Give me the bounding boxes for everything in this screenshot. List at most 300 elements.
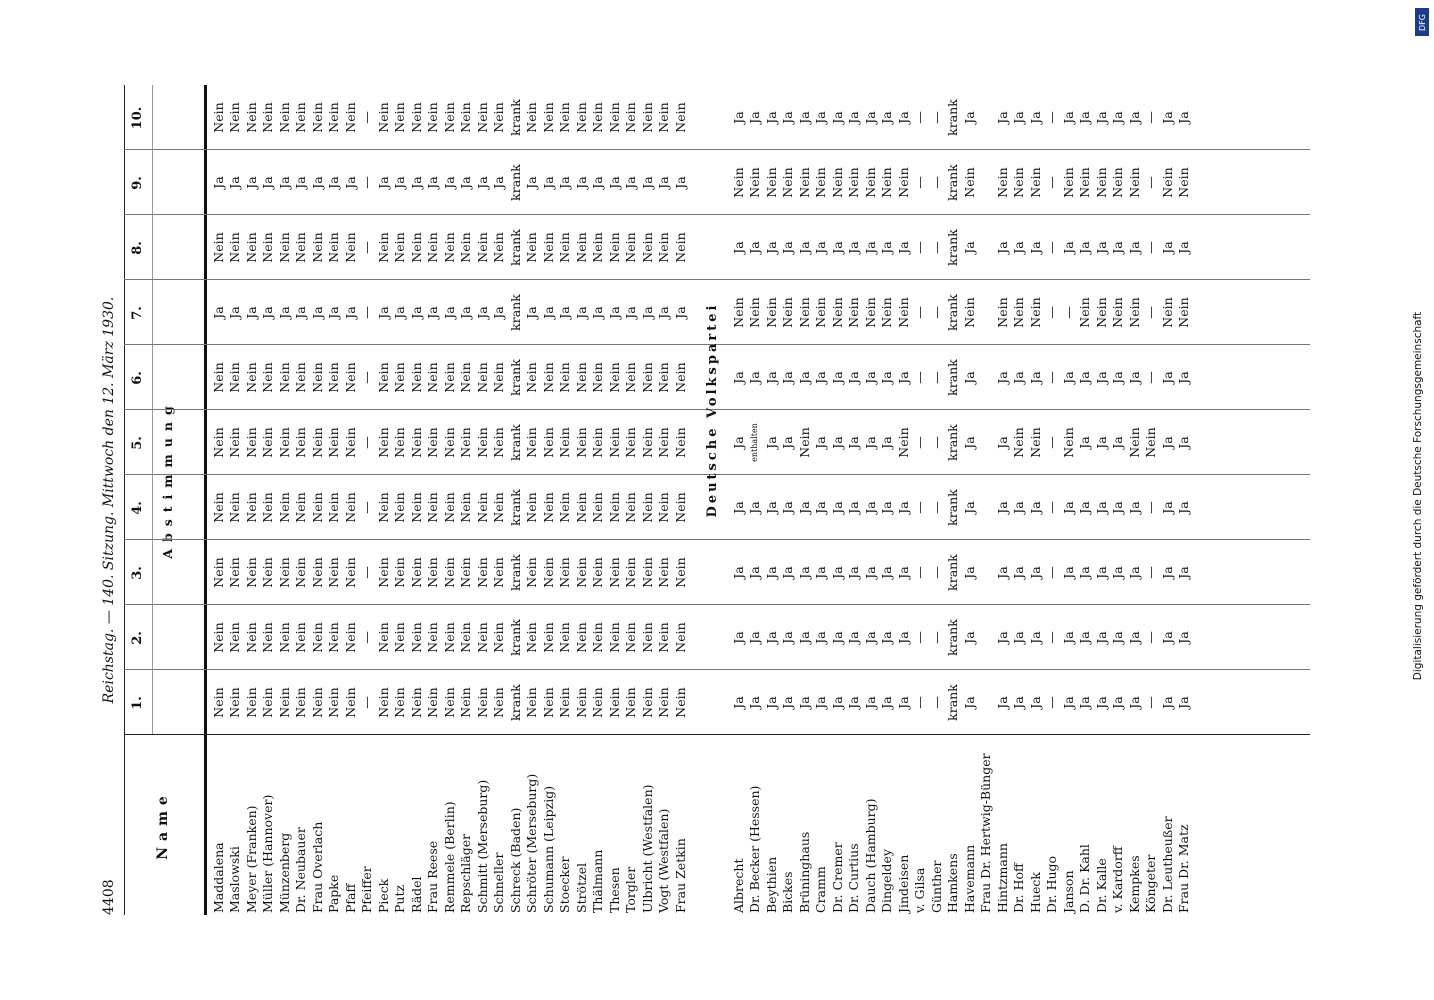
table-row — [524, 85, 541, 915]
vote-cell: Ja — [895, 631, 911, 644]
member-name — [244, 735, 259, 915]
member-name-text: Stoecker — [557, 856, 573, 913]
vote-cell: — — [1044, 696, 1060, 709]
member-name-text: Hamkens — [945, 853, 961, 913]
vote-cell: Ja — [639, 176, 655, 189]
table-row — [1143, 85, 1160, 915]
vote-cell: Nein — [375, 557, 391, 588]
vote-cell: Ja — [895, 696, 911, 709]
vote-cell: Nein — [862, 297, 878, 328]
vote-cell: Nein — [309, 492, 325, 523]
vote-cell: Nein — [623, 687, 639, 718]
vote-cell: Ja — [1126, 371, 1142, 384]
vote-cell: — — [928, 306, 944, 319]
column-number-1: 1. — [130, 696, 145, 710]
vote-cell: Ja — [895, 371, 911, 384]
vote-cell: Ja — [747, 111, 763, 124]
vote-cell: Ja — [1159, 566, 1175, 579]
vote-cell: Ja — [243, 176, 259, 189]
vote-cell: Ja — [1093, 111, 1109, 124]
vote-cell: Ja — [813, 436, 829, 449]
table-row — [780, 85, 797, 915]
vote-cell: Nein — [227, 232, 243, 263]
member-name-text: Schröter (Merseburg) — [524, 773, 540, 913]
vote-cell: krank — [945, 684, 961, 721]
member-name-text: Müller (Hannover) — [260, 794, 276, 913]
vote-cell: — — [1044, 241, 1060, 254]
vote-cell: Ja — [491, 176, 507, 189]
vote-cell: Nein — [590, 687, 606, 718]
table-row — [1110, 85, 1127, 915]
vote-cell: Ja — [1110, 696, 1126, 709]
vote-cell: Nein — [342, 687, 358, 718]
column-number-4: 4. — [130, 501, 145, 515]
vote-cell: — — [928, 176, 944, 189]
vote-cell: Nein — [540, 102, 556, 133]
member-name-text: Repschläger — [458, 833, 474, 913]
vote-cell: — — [1143, 631, 1159, 644]
vote-cell: krank — [507, 619, 523, 656]
vote-cell: — — [912, 501, 928, 514]
vote-cell: Ja — [763, 436, 779, 449]
vote-cell: Ja — [540, 306, 556, 319]
vote-cell: Ja — [491, 306, 507, 319]
member-name — [442, 735, 457, 915]
vote-cell: Ja — [1110, 241, 1126, 254]
member-name — [1110, 735, 1125, 915]
member-name — [392, 735, 407, 915]
table-row — [606, 85, 623, 915]
vote-cell: Nein — [243, 492, 259, 523]
vote-cell: Ja — [309, 306, 325, 319]
member-name — [995, 735, 1010, 915]
member-name-text: Thesen — [606, 867, 622, 913]
member-name-text: Schumann (Leipzig) — [540, 785, 556, 913]
vote-cell: Nein — [656, 232, 672, 263]
vote-cell: — — [1060, 306, 1076, 319]
column-number-8: 8. — [130, 241, 145, 255]
vote-cell: Ja — [590, 306, 606, 319]
vote-cell: Nein — [491, 492, 507, 523]
vote-cell: Ja — [730, 501, 746, 514]
vote-cell: Nein — [491, 102, 507, 133]
member-name — [574, 735, 589, 915]
table-row — [961, 85, 978, 915]
vote-cell: Ja — [879, 631, 895, 644]
vote-cell: Ja — [1011, 371, 1027, 384]
vote-cell: Ja — [1126, 501, 1142, 514]
member-name — [912, 735, 927, 915]
table-row — [326, 85, 343, 915]
member-name-text: Albrecht — [730, 858, 746, 913]
vote-cell: Ja — [1176, 501, 1192, 514]
member-name — [813, 735, 828, 915]
member-name-text: Günther — [928, 860, 944, 913]
table-row — [573, 85, 590, 915]
vote-cell: Ja — [1159, 631, 1175, 644]
column-number-2: 2. — [130, 631, 145, 645]
member-name-text: Frau Dr. Hertwig-Bünger — [978, 753, 994, 913]
member-name — [1028, 735, 1043, 915]
vote-cell: Nein — [524, 362, 540, 393]
vote-cell: Ja — [1093, 241, 1109, 254]
member-name-text: Beythien — [763, 856, 779, 913]
vote-cell: Nein — [672, 622, 688, 653]
vote-cell: Nein — [672, 362, 688, 393]
vote-cell: Ja — [293, 306, 309, 319]
vote-cell: Ja — [730, 111, 746, 124]
vote-cell: Ja — [846, 566, 862, 579]
vote-cell: Nein — [375, 492, 391, 523]
vote-cell: Nein — [557, 492, 573, 523]
vote-cell: Ja — [1060, 501, 1076, 514]
member-name — [1160, 735, 1175, 915]
vote-cell: Ja — [1077, 501, 1093, 514]
table-row — [747, 85, 764, 915]
vote-cell: krank — [945, 489, 961, 526]
member-name-text: Schneller — [491, 852, 507, 913]
vote-cell: krank — [507, 489, 523, 526]
vote-cell: Ja — [1110, 111, 1126, 124]
vote-cell: krank — [507, 229, 523, 266]
vote-cell: Nein — [326, 427, 342, 458]
vote-cell: Ja — [309, 176, 325, 189]
digitization-note — [1378, 0, 1434, 1000]
member-name-text: Janson — [1060, 870, 1076, 913]
scanned-page — [100, 85, 1310, 915]
section-2-rows — [730, 85, 1192, 915]
vote-cell: Ja — [961, 111, 977, 124]
vote-cell: — — [928, 566, 944, 579]
vote-cell: Ja — [862, 111, 878, 124]
vote-cell: Ja — [747, 371, 763, 384]
table-row — [243, 85, 260, 915]
vote-cell: Nein — [243, 102, 259, 133]
vote-cell: Nein — [623, 102, 639, 133]
vote-cell: Ja — [780, 436, 796, 449]
vote-cell: Ja — [796, 111, 812, 124]
vote-cell: krank — [507, 359, 523, 396]
vote-cell: Nein — [392, 622, 408, 653]
vote-cell: Ja — [895, 566, 911, 579]
vote-cell: Nein — [342, 622, 358, 653]
vote-cell: Nein — [846, 167, 862, 198]
vote-cell: Nein — [293, 362, 309, 393]
table-row — [441, 85, 458, 915]
vote-cell: Nein — [293, 492, 309, 523]
vote-cell: Ja — [730, 566, 746, 579]
member-name — [607, 735, 622, 915]
vote-cell: Ja — [1159, 111, 1175, 124]
vote-cell: krank — [507, 554, 523, 591]
vote-cell: Nein — [210, 362, 226, 393]
vote-cell: Nein — [227, 427, 243, 458]
member-name — [673, 735, 688, 915]
vote-cell: Nein — [540, 687, 556, 718]
member-name-text: Dr. Kalle — [1093, 858, 1109, 913]
vote-cell: Nein — [573, 557, 589, 588]
member-name-text: Dr. Neubauer — [293, 827, 309, 913]
vote-cell: Nein — [1093, 297, 1109, 328]
vote-cell: Nein — [639, 102, 655, 133]
vote-cell: Nein — [491, 362, 507, 393]
table-row — [1093, 85, 1110, 915]
vote-cell: Nein — [243, 362, 259, 393]
vote-cell: Ja — [672, 176, 688, 189]
vote-cell: Ja — [780, 371, 796, 384]
vote-cell: Ja — [573, 176, 589, 189]
vote-cell: Nein — [425, 492, 441, 523]
member-name-text: Thälmann — [590, 849, 606, 913]
vote-cell: Ja — [846, 371, 862, 384]
member-name-text: Hintzmann — [994, 843, 1010, 913]
vote-cell: krank — [945, 294, 961, 331]
vote-cell: Ja — [524, 176, 540, 189]
member-name-text: Dauch (Hamburg) — [862, 798, 878, 913]
vote-cell: Ja — [1077, 111, 1093, 124]
vote-cell: Nein — [474, 427, 490, 458]
vote-cell: Ja — [813, 241, 829, 254]
vote-cell: Ja — [1093, 696, 1109, 709]
vote-cell: Ja — [1126, 696, 1142, 709]
member-name-text: v. Gilsa — [912, 867, 928, 913]
vote-cell: krank — [507, 294, 523, 331]
member-name — [978, 735, 993, 915]
vote-cell: Ja — [829, 436, 845, 449]
member-name-text: Frau Overlach — [309, 821, 325, 913]
table-row — [1126, 85, 1143, 915]
page-header — [100, 85, 122, 915]
table-row — [227, 85, 244, 915]
vote-cell: Ja — [293, 176, 309, 189]
vote-cell: Nein — [375, 362, 391, 393]
member-name — [830, 735, 845, 915]
vote-cell: Ja — [392, 306, 408, 319]
vote-cell: Ja — [829, 371, 845, 384]
table-row — [491, 85, 508, 915]
member-name — [508, 735, 523, 915]
vote-cell: Ja — [780, 631, 796, 644]
vote-cell: Ja — [961, 371, 977, 384]
vote-cell: Nein — [243, 622, 259, 653]
member-name-text: Pfaff — [342, 883, 358, 913]
vote-cell: Ja — [796, 696, 812, 709]
vote-cell: Ja — [994, 696, 1010, 709]
member-name-text: v. Kardorff — [1110, 846, 1126, 913]
vote-cell: Nein — [763, 167, 779, 198]
vote-cell: Nein — [796, 167, 812, 198]
dfg-logo-text: DFG — [1417, 13, 1427, 31]
vote-cell: Nein — [879, 167, 895, 198]
vote-cell: Nein — [961, 167, 977, 198]
vote-cell: Nein — [326, 102, 342, 133]
vote-cell: Ja — [829, 501, 845, 514]
vote-cell: Nein — [747, 167, 763, 198]
vote-cell: Nein — [342, 427, 358, 458]
member-name — [1094, 735, 1109, 915]
vote-cell: Nein — [408, 427, 424, 458]
table-row — [309, 85, 326, 915]
member-name — [458, 735, 473, 915]
vote-cell: Ja — [994, 111, 1010, 124]
vote-cell: Nein — [309, 427, 325, 458]
vote-cell: Ja — [730, 436, 746, 449]
table-row — [829, 85, 846, 915]
member-name-text: Dr. Curtius — [846, 843, 862, 913]
vote-cell: Ja — [540, 176, 556, 189]
vote-cell: — — [912, 241, 928, 254]
vote-cell: Nein — [730, 167, 746, 198]
vote-cell: Ja — [763, 631, 779, 644]
vote-cell: Nein — [243, 232, 259, 263]
vote-cell: Nein — [474, 232, 490, 263]
vote-cell: — — [359, 111, 375, 124]
dfg-logo — [1415, 8, 1429, 36]
table-row — [590, 85, 607, 915]
vote-cell: Ja — [1077, 436, 1093, 449]
vote-cell: — — [1143, 371, 1159, 384]
vote-cell: Ja — [862, 436, 878, 449]
member-name — [326, 735, 341, 915]
vote-cell: Nein — [1011, 167, 1027, 198]
vote-cell: Ja — [375, 176, 391, 189]
vote-cell: Nein — [573, 687, 589, 718]
member-name — [310, 735, 325, 915]
member-name — [491, 735, 506, 915]
vote-cell: — — [1143, 176, 1159, 189]
table-row — [1159, 85, 1176, 915]
vote-cell: Nein — [309, 232, 325, 263]
member-name — [656, 735, 671, 915]
vote-cell: Nein — [441, 232, 457, 263]
table-row — [879, 85, 896, 915]
member-name — [227, 735, 242, 915]
vote-cell: Ja — [1110, 436, 1126, 449]
vote-cell: Nein — [540, 362, 556, 393]
vote-cell: Ja — [1060, 241, 1076, 254]
vote-cell: Nein — [606, 362, 622, 393]
vote-cell: — — [928, 501, 944, 514]
vote-cell: Nein — [227, 557, 243, 588]
vote-cell: Nein — [639, 622, 655, 653]
member-name — [359, 735, 374, 915]
member-name-text: Schreck (Baden) — [507, 807, 523, 913]
member-name — [541, 735, 556, 915]
vote-cell: Nein — [573, 102, 589, 133]
table-row — [796, 85, 813, 915]
vote-cell: — — [1143, 111, 1159, 124]
vote-cell: Nein — [392, 232, 408, 263]
vote-cell: Nein — [606, 232, 622, 263]
member-name — [945, 735, 960, 915]
vote-cell: Nein — [1077, 297, 1093, 328]
member-name-text: Dr. Hugo — [1044, 855, 1060, 913]
vote-cell: Nein — [829, 167, 845, 198]
column-number-3: 3. — [130, 566, 145, 580]
vote-cell: Nein — [458, 687, 474, 718]
vote-cell: Nein — [606, 622, 622, 653]
vote-cell: Nein — [441, 492, 457, 523]
vote-cell: Nein — [227, 622, 243, 653]
vote-cell: Nein — [1077, 167, 1093, 198]
vote-cell: Nein — [1110, 297, 1126, 328]
member-name — [747, 735, 762, 915]
vote-cell: Nein — [813, 167, 829, 198]
vote-cell: enthalten — [750, 423, 760, 462]
table-row — [1176, 85, 1193, 915]
vote-cell: Ja — [1027, 566, 1043, 579]
vote-cell: Ja — [656, 306, 672, 319]
vote-cell: Nein — [879, 297, 895, 328]
member-name — [1044, 735, 1059, 915]
table-row — [994, 85, 1011, 915]
vote-cell: Nein — [491, 557, 507, 588]
member-name — [623, 735, 638, 915]
vote-cell: Nein — [639, 362, 655, 393]
vote-cell: Nein — [573, 622, 589, 653]
vote-cell: Ja — [326, 176, 342, 189]
vote-cell: krank — [507, 684, 523, 721]
member-name-text: Jindeisen — [895, 854, 911, 913]
vote-cell: Ja — [260, 306, 276, 319]
table-row — [978, 85, 995, 915]
vote-cell: Ja — [1093, 631, 1109, 644]
vote-cell: Nein — [672, 232, 688, 263]
vote-cell: krank — [945, 229, 961, 266]
vote-cell: Ja — [763, 566, 779, 579]
vote-cell: Nein — [342, 232, 358, 263]
table-row — [1044, 85, 1061, 915]
vote-cell: Nein — [639, 687, 655, 718]
member-name-text: Vogt (Westfalen) — [656, 808, 672, 913]
member-name — [731, 735, 746, 915]
vote-cell: Nein — [326, 557, 342, 588]
page-title: Reichstag. — 140. Sitzung. Mittwoch den 12. März 1930. — [101, 296, 117, 704]
vote-cell: Nein — [639, 232, 655, 263]
table-row — [392, 85, 409, 915]
vote-cell: — — [359, 436, 375, 449]
vote-cell: Ja — [408, 176, 424, 189]
vote-cell: Ja — [1011, 241, 1027, 254]
vote-cell: Nein — [408, 622, 424, 653]
member-name — [376, 735, 391, 915]
member-name — [863, 735, 878, 915]
vote-cell: Nein — [1110, 167, 1126, 198]
vote-cell: Ja — [227, 176, 243, 189]
vote-cell: Nein — [392, 362, 408, 393]
table-row — [458, 85, 475, 915]
table-row — [895, 85, 912, 915]
vote-cell: Nein — [210, 622, 226, 653]
vote-cell: Nein — [458, 622, 474, 653]
vote-cell: Nein — [276, 687, 292, 718]
vote-cell: Ja — [879, 566, 895, 579]
vote-cell: — — [1143, 241, 1159, 254]
vote-cell: Nein — [656, 557, 672, 588]
vote-cell: Nein — [260, 557, 276, 588]
vote-cell: Nein — [474, 687, 490, 718]
member-name-text: Frau Zetkin — [672, 838, 688, 913]
vote-cell: Nein — [425, 102, 441, 133]
vote-cell: Nein — [408, 232, 424, 263]
vote-cell: Nein — [425, 362, 441, 393]
vote-cell: — — [359, 371, 375, 384]
member-name — [962, 735, 977, 915]
table-row — [846, 85, 863, 915]
vote-cell: Nein — [1093, 167, 1109, 198]
vote-cell: Nein — [227, 102, 243, 133]
column-number-10: 10. — [130, 106, 145, 130]
